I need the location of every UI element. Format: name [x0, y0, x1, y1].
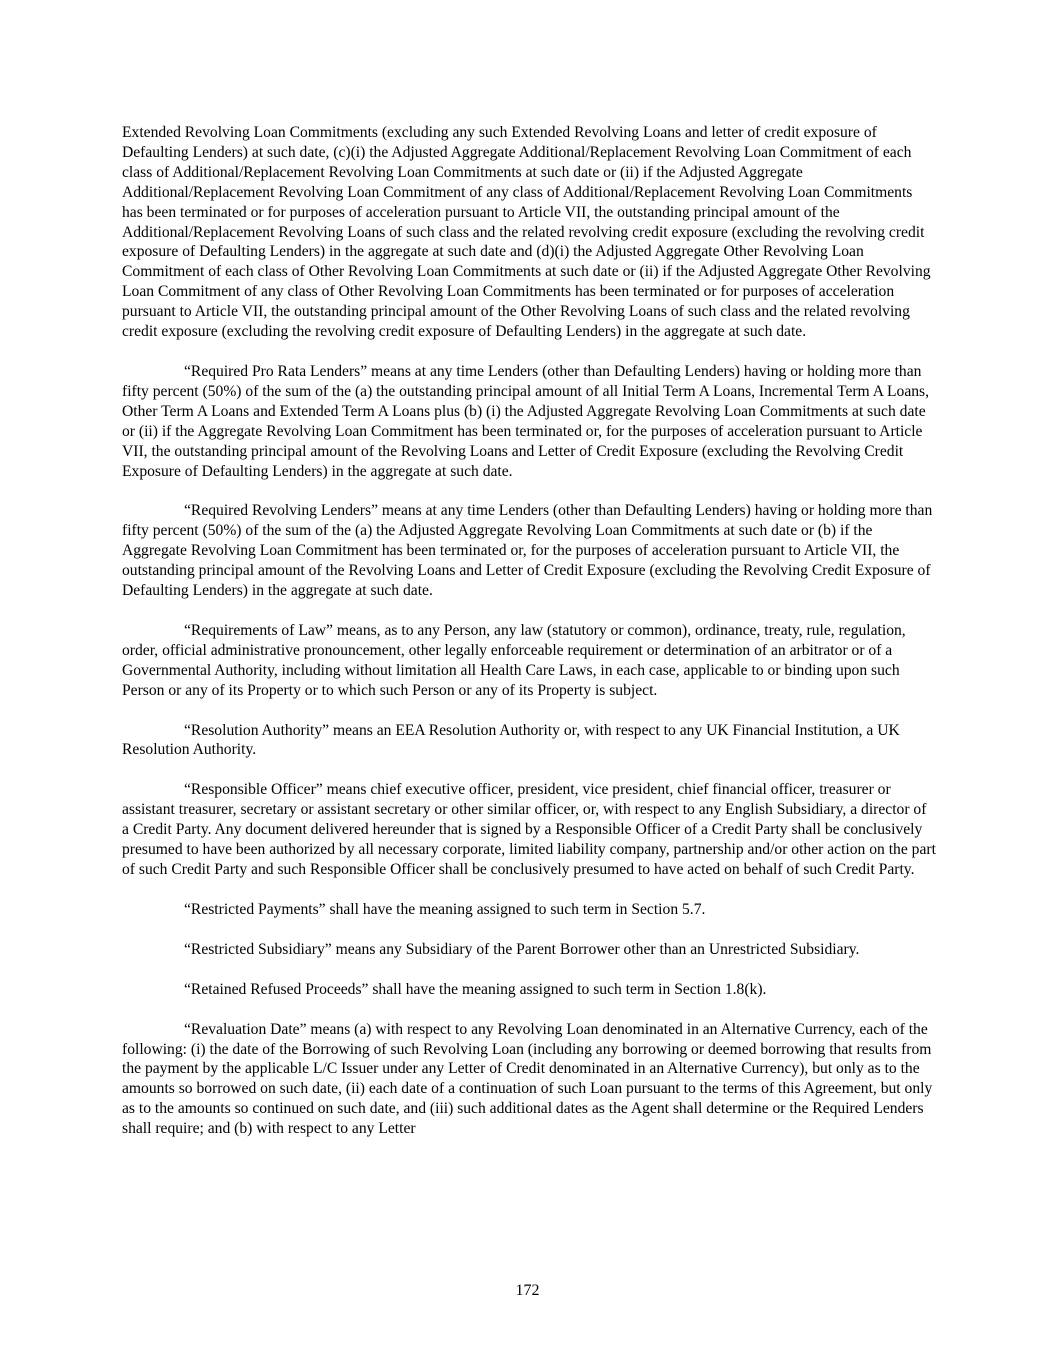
paragraph-required-revolving-lenders: “Required Revolving Lenders” means at any time Lenders (other than Defaulting Lenders) having or holding more than fifty percent (50%) of the sum of the (a) the Adjusted Aggregate Revolving Loan Commitments at such date or (b) if the Aggregate Revolving Loan Commitment has been terminated or, for the purposes of acceleration pursuant to Article VII, the outstanding principal amount of the Revolving Loans and Letter of Credit Exposure (excluding the Revolving Credit Exposure of Defaulting Lenders) in the aggregate at such date.	[122, 502, 933, 600]
paragraph-requirements-of-law: “Requirements of Law” means, as to any Person, any law (statutory or common), ordinance, treaty, rule, regulation, order, official administrative pronouncement, other legally enforceable requirement or determination of an arbitrator or of a Governmental Authority, including without limitation all Health Care Laws, in each case, applicable to or binding upon such Person or any of its Property or to which such Person or any of its Property is subject.	[122, 621, 906, 699]
paragraph-restricted-subsidiary: “Restricted Subsidiary” means any Subsidiary of the Parent Borrower other than an Unrestricted Subsidiary.	[184, 940, 860, 958]
paragraph-revaluation-date: “Revaluation Date” means (a) with respect to any Revolving Loan denominated in an Alternative Currency, each of the following: (i) the date of the Borrowing of such Revolving Loan (including any borrowing or deemed borrowing that results from the payment by the applicable L/C Issuer under any Letter of Credit denominated in an Alternative Currency), but only as to the amounts so borrowed on such date, (ii) each date of a continuation of such Loan pursuant to the terms of this Agreement, but only as to the amounts so continued on such date, and (iii) such additional dates as the Agent shall determine or the Required Lenders shall require; and (b) with respect to any Letter	[122, 1020, 933, 1138]
paragraph-retained-refused-proceeds: “Retained Refused Proceeds” shall have the meaning assigned to such term in Section 1.8(k).	[184, 980, 767, 998]
paragraph-resolution-authority: “Resolution Authority” means an EEA Resolution Authority or, with respect to any UK Financial Institution, a UK Resolution Authority.	[122, 721, 900, 759]
page-number: 172	[515, 1282, 540, 1299]
paragraph-responsible-officer: “Responsible Officer” means chief executive officer, president, vice president, chief financial officer, treasurer or assistant treasurer, secretary or assistant secretary or other similar officer, or, with respect to any English Subsidiary, a director of a Credit Party. Any document delivered hereunder that is signed by a Responsible Officer of a Credit Party shall be conclusively presumed to have been authorized by all necessary corporate, limited liability company, partnership and/or other action on the part of such Credit Party and such Responsible Officer shall be conclusively presumed to have acted on behalf of such Credit Party.	[122, 781, 936, 878]
paragraph-required-pro-rata-lenders: “Required Pro Rata Lenders” means at any time Lenders (other than Defaulting Lenders) having or holding more than fifty percent (50%) of the sum of the (a) the outstanding principal amount of all Initial Term A Loans, Incremental Term A Loans, Other Term A Loans and Extended Term A Loans plus (b) (i) the Adjusted Aggregate Revolving Loan Commitments at such date or (ii) if the Aggregate Revolving Loan Commitment has been terminated or, for the purposes of acceleration pursuant to Article VII, the outstanding principal amount of the Revolving Loans and Letter of Credit Exposure (excluding the Revolving Credit Exposure of Defaulting Lenders) in the aggregate at such date.	[122, 362, 930, 480]
paragraph-restricted-payments: “Restricted Payments” shall have the meaning assigned to such term in Section 5.7.	[184, 900, 706, 918]
paragraph-extended-revolving-continuation: Extended Revolving Loan Commitments (excluding any such Extended Revolving Loans and letter of credit exposure of Defaulting Lenders) at such date, (c)(i) the Adjusted Aggregate Additional/Replacement Revolving Loan Commitment of each class of Additional/Replacement Revolving Loan Commitments at such date or (ii) if the Adjusted Aggregate Additional/Replacement Revolving Loan Commitment of any class of Additional/Replacement Revolving Loan Commitments has been terminated or for purposes of acceleration pursuant to Article VII, the outstanding principal amount of the Additional/Replacement Revolving Loans of such class and the related revolving credit exposure (excluding the revolving credit exposure of Defaulting Lenders) in the aggregate at such date and (d)(i) the Adjusted Aggregate Other Revolving Loan Commitment of each class of Other Revolving Loan Commitments at such date or (ii) if the Adjusted Aggregate Other Revolving Loan Commitment of any class of Other Revolving Loan Commitments has been terminated or for purposes of acceleration pursuant to Article VII, the outstanding principal amount of the Other Revolving Loans of such class and the related revolving credit exposure (excluding the revolving credit exposure of Defaulting Lenders) in the aggregate at such date.	[122, 124, 931, 341]
document-body	[122, 123, 937, 1159]
